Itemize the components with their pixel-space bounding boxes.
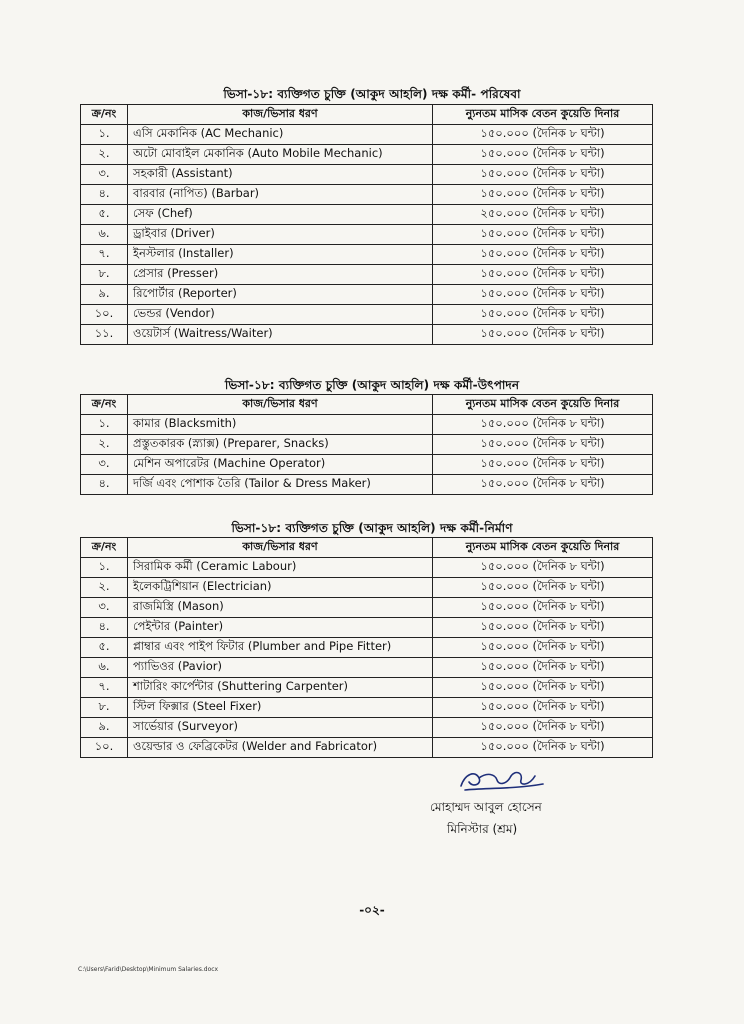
serial-cell: ৬. xyxy=(81,225,128,245)
table-row xyxy=(81,225,653,245)
salary-cell: ১৫০.০০০ (দৈনিক ৮ ঘন্টা) xyxy=(433,435,653,455)
construction-table xyxy=(80,537,653,758)
salary-cell: ১৫০.০০০ (দৈনিক ৮ ঘন্টা) xyxy=(433,658,653,678)
table-row xyxy=(81,125,653,145)
job-cell: রাজমিস্ত্রি (Mason) xyxy=(128,598,433,618)
salary-cell: ১৫০.০০০ (দৈনিক ৮ ঘন্টা) xyxy=(433,285,653,305)
job-cell: বারবার (নাপিত) (Barbar) xyxy=(128,185,433,205)
table-row xyxy=(81,618,653,638)
salary-cell: ১৫০.০০০ (দৈনিক ৮ ঘন্টা) xyxy=(433,265,653,285)
table-row xyxy=(81,638,653,658)
table-row xyxy=(81,325,653,345)
section-title-services: ভিসা-১৮: ব্যক্তিগত চুক্তি (আকুদ আহলি) দক্ষ কর্মী- পরিষেবা xyxy=(223,87,521,101)
table-row xyxy=(81,165,653,185)
col-header-salary: ন্যুনতম মাসিক বেতন কুয়েতি দিনার xyxy=(433,395,653,415)
salary-cell: ১৫০.০০০ (দৈনিক ৮ ঘন্টা) xyxy=(433,718,653,738)
serial-cell: ৩. xyxy=(81,455,128,475)
salary-cell: ২৫০.০০০ (দৈনিক ৮ ঘন্টা) xyxy=(433,205,653,225)
serial-cell: ৭. xyxy=(81,678,128,698)
table-row xyxy=(81,265,653,285)
signature-mark xyxy=(455,766,547,794)
table-row xyxy=(81,578,653,598)
serial-cell: ৫. xyxy=(81,638,128,658)
job-cell: স্টিল ফিক্সার (Steel Fixer) xyxy=(128,698,433,718)
signatory-title: মিনিস্টার (শ্রম) xyxy=(447,822,518,836)
col-header-salary: ন্যুনতম মাসিক বেতন কুয়েতি দিনার xyxy=(433,105,653,125)
col-header-job: কাজ/ভিসার ধরণ xyxy=(128,538,433,558)
serial-cell: ৫. xyxy=(81,205,128,225)
col-header-job: কাজ/ভিসার ধরণ xyxy=(128,395,433,415)
salary-cell: ১৫০.০০০ (দৈনিক ৮ ঘন্টা) xyxy=(433,455,653,475)
table-row xyxy=(81,558,653,578)
job-cell: শাটারিং কার্পেন্টার (Shuttering Carpenter) xyxy=(128,678,433,698)
job-cell: ভেন্ডর (Vendor) xyxy=(128,305,433,325)
job-cell: ইলেকট্রিশিয়ান (Electrician) xyxy=(128,578,433,598)
job-cell: সেফ (Chef) xyxy=(128,205,433,225)
signatory-name: মোহাম্মদ আবুল হোসেন xyxy=(430,800,542,814)
salary-cell: ১৫০.০০০ (দৈনিক ৮ ঘন্টা) xyxy=(433,578,653,598)
col-header-sl: ক্র/নং xyxy=(81,538,128,558)
salary-cell: ১৫০.০০০ (দৈনিক ৮ ঘন্টা) xyxy=(433,698,653,718)
table-row xyxy=(81,455,653,475)
table-row xyxy=(81,658,653,678)
table-row xyxy=(81,245,653,265)
col-header-sl: ক্র/নং xyxy=(81,105,128,125)
services-table xyxy=(80,104,653,345)
job-cell: রিপোর্টার (Reporter) xyxy=(128,285,433,305)
col-header-sl: ক্র/নং xyxy=(81,395,128,415)
job-cell: সহকারী (Assistant) xyxy=(128,165,433,185)
table-row xyxy=(81,718,653,738)
job-cell: দর্জি এবং পোশাক তৈরি (Tailor & Dress Maker) xyxy=(128,475,433,495)
salary-cell: ১৫০.০০০ (দৈনিক ৮ ঘন্টা) xyxy=(433,245,653,265)
serial-cell: ৩. xyxy=(81,598,128,618)
serial-cell: ২. xyxy=(81,578,128,598)
job-cell: প্রেসার (Presser) xyxy=(128,265,433,285)
serial-cell: ৯. xyxy=(81,285,128,305)
serial-cell: ৭. xyxy=(81,245,128,265)
serial-cell: ১০. xyxy=(81,305,128,325)
serial-cell: ১. xyxy=(81,125,128,145)
table-row xyxy=(81,738,653,758)
serial-cell: ৪. xyxy=(81,618,128,638)
job-cell: ড্রাইবার (Driver) xyxy=(128,225,433,245)
job-cell: ওয়েল্ডার ও ফেব্রিকেটর (Welder and Fabricator) xyxy=(128,738,433,758)
table-row xyxy=(81,598,653,618)
salary-cell: ১৫০.০০০ (দৈনিক ৮ ঘন্টা) xyxy=(433,598,653,618)
serial-cell: ৩. xyxy=(81,165,128,185)
serial-cell: ৪. xyxy=(81,185,128,205)
job-cell: প্যাভিওর (Pavior) xyxy=(128,658,433,678)
serial-cell: ৮. xyxy=(81,698,128,718)
salary-cell: ১৫০.০০০ (দৈনিক ৮ ঘন্টা) xyxy=(433,325,653,345)
section-title-production: ভিসা-১৮: ব্যক্তিগত চুক্তি (আকুদ আহলি) দক্ষ কর্মী-উৎপাদন xyxy=(224,378,520,392)
section-title-construction: ভিসা-১৮: ব্যক্তিগত চুক্তি (আকুদ আহলি) দক্ষ কর্মী-নির্মাণ xyxy=(231,521,513,535)
serial-cell: ১. xyxy=(81,558,128,578)
table-row xyxy=(81,145,653,165)
serial-cell: ১১. xyxy=(81,325,128,345)
job-cell: ইনস্টলার (Installer) xyxy=(128,245,433,265)
job-cell: সিরামিক কর্মী (Ceramic Labour) xyxy=(128,558,433,578)
table-row xyxy=(81,305,653,325)
table-row xyxy=(81,678,653,698)
serial-cell: ২. xyxy=(81,145,128,165)
table-row xyxy=(81,415,653,435)
serial-cell: ৬. xyxy=(81,658,128,678)
salary-cell: ১৫০.০০০ (দৈনিক ৮ ঘন্টা) xyxy=(433,185,653,205)
serial-cell: ৪. xyxy=(81,475,128,495)
table-row xyxy=(81,205,653,225)
job-cell: কামার (Blacksmith) xyxy=(128,415,433,435)
salary-cell: ১৫০.০০০ (দৈনিক ৮ ঘন্টা) xyxy=(433,558,653,578)
serial-cell: ৯. xyxy=(81,718,128,738)
salary-cell: ১৫০.০০০ (দৈনিক ৮ ঘন্টা) xyxy=(433,638,653,658)
serial-cell: ১০. xyxy=(81,738,128,758)
page-number: -০২- xyxy=(359,903,385,917)
job-cell: সার্ভেয়ার (Surveyor) xyxy=(128,718,433,738)
job-cell: মেশিন অপারেটর (Machine Operator) xyxy=(128,455,433,475)
serial-cell: ১. xyxy=(81,415,128,435)
col-header-job: কাজ/ভিসার ধরণ xyxy=(128,105,433,125)
job-cell: পেইন্টার (Painter) xyxy=(128,618,433,638)
job-cell: এসি মেকানিক (AC Mechanic) xyxy=(128,125,433,145)
table-row xyxy=(81,698,653,718)
file-path: C:\Users\Farid\Desktop\Minimum Salaries.docx xyxy=(78,966,219,973)
salary-cell: ১৫০.০০০ (দৈনিক ৮ ঘন্টা) xyxy=(433,738,653,758)
salary-cell: ১৫০.০০০ (দৈনিক ৮ ঘন্টা) xyxy=(433,225,653,245)
job-cell: প্লাম্বার এবং পাইপ ফিটার (Plumber and Pipe Fitter) xyxy=(128,638,433,658)
table-row xyxy=(81,435,653,455)
table-row xyxy=(81,285,653,305)
serial-cell: ৮. xyxy=(81,265,128,285)
salary-cell: ১৫০.০০০ (দৈনিক ৮ ঘন্টা) xyxy=(433,165,653,185)
col-header-salary: ন্যুনতম মাসিক বেতন কুয়েতি দিনার xyxy=(433,538,653,558)
salary-cell: ১৫০.০০০ (দৈনিক ৮ ঘন্টা) xyxy=(433,678,653,698)
job-cell: অটো মোবাইল মেকানিক (Auto Mobile Mechanic) xyxy=(128,145,433,165)
job-cell: প্রস্তুতকারক (স্ন্যাক্স) (Preparer, Snacks) xyxy=(128,435,433,455)
salary-cell: ১৫০.০০০ (দৈনিক ৮ ঘন্টা) xyxy=(433,618,653,638)
table-row xyxy=(81,185,653,205)
salary-cell: ১৫০.০০০ (দৈনিক ৮ ঘন্টা) xyxy=(433,305,653,325)
salary-cell: ১৫০.০০০ (দৈনিক ৮ ঘন্টা) xyxy=(433,145,653,165)
salary-cell: ১৫০.০০০ (দৈনিক ৮ ঘন্টা) xyxy=(433,475,653,495)
salary-cell: ১৫০.০০০ (দৈনিক ৮ ঘন্টা) xyxy=(433,415,653,435)
production-table xyxy=(80,394,653,495)
table-row xyxy=(81,475,653,495)
salary-cell: ১৫০.০০০ (দৈনিক ৮ ঘন্টা) xyxy=(433,125,653,145)
job-cell: ওয়েটার্স (Waitress/Waiter) xyxy=(128,325,433,345)
serial-cell: ২. xyxy=(81,435,128,455)
